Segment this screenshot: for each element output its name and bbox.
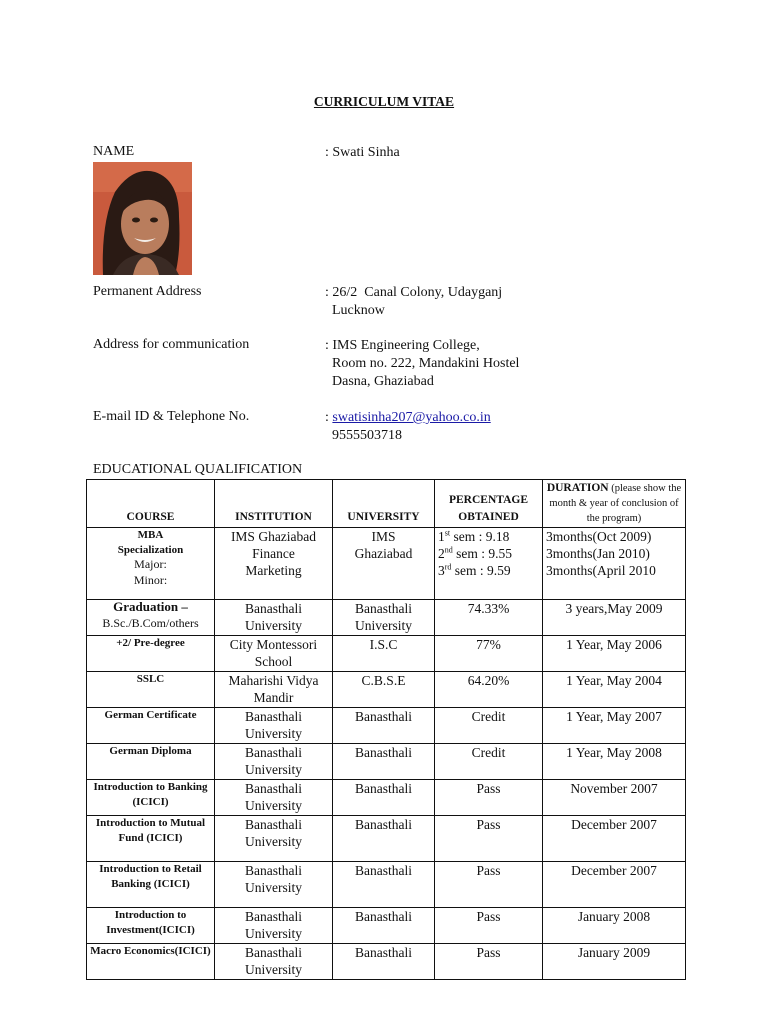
table-row xyxy=(87,816,686,862)
institution-cell: Banasthali University xyxy=(215,908,333,944)
header-duration-title: DURATION xyxy=(546,482,609,494)
mba-course-cell xyxy=(87,528,215,600)
course-name: Macro Economics(ICICI) xyxy=(90,945,211,957)
name-label: NAME xyxy=(93,144,135,159)
table-row xyxy=(87,636,686,672)
header-institution: INSTITUTION xyxy=(215,480,333,528)
course-name: Introduction to Retail Banking (ICICI) xyxy=(99,863,202,890)
header-percentage-line-2: OBTAINED xyxy=(458,511,519,523)
sem1-suffix: st xyxy=(444,528,451,538)
mba-major: Finance xyxy=(252,546,295,561)
qualification-table xyxy=(86,479,686,980)
header-university: UNIVERSITY xyxy=(333,480,435,528)
mba-university-line-1: IMS xyxy=(371,529,396,544)
course-cell xyxy=(87,636,215,672)
university-cell: Banasthali xyxy=(333,908,435,944)
percentage-cell: 74.33% xyxy=(435,600,543,636)
header-duration xyxy=(543,480,686,528)
course-name: German Certificate xyxy=(104,709,197,721)
table-row-mba xyxy=(87,528,686,600)
course-name: Introduction to Investment(ICICI) xyxy=(106,909,195,936)
course-cell xyxy=(87,816,215,862)
table-row xyxy=(87,944,686,980)
course-name: German Diploma xyxy=(109,745,192,757)
university-cell: Banasthali xyxy=(333,780,435,816)
university-cell: Banasthali xyxy=(333,944,435,980)
course-cell xyxy=(87,672,215,708)
mba-university-line-2: Ghaziabad xyxy=(354,546,413,561)
mba-percentage-cell xyxy=(435,528,543,600)
duration-cell: 1 Year, May 2006 xyxy=(543,636,686,672)
duration-cell: November 2007 xyxy=(543,780,686,816)
duration-cell: December 2007 xyxy=(543,862,686,908)
sem3-num: 3 xyxy=(438,563,445,578)
university-cell: Banasthali xyxy=(333,862,435,908)
university-cell: Banasthali University xyxy=(333,600,435,636)
mba-minor-label: Minor: xyxy=(133,572,168,587)
email-colon: : xyxy=(325,410,333,425)
duration-cell: 1 Year, May 2007 xyxy=(543,708,686,744)
portrait-image xyxy=(93,162,192,275)
educational-qualification-heading: EDUCATIONAL QUALIFICATION xyxy=(93,462,303,477)
institution-cell: Maharishi Vidya Mandir xyxy=(215,672,333,708)
email-link[interactable]: swatisinha207@yahoo.co.in xyxy=(332,410,491,425)
sem1-value: sem : 9.18 xyxy=(450,529,510,544)
table-row xyxy=(87,908,686,944)
table-row xyxy=(87,862,686,908)
percentage-cell: Pass xyxy=(435,816,543,862)
header-duration-note: (please show the month & year of conclusion of the program) xyxy=(549,483,682,524)
duration-cell: January 2009 xyxy=(543,944,686,980)
table-row xyxy=(87,600,686,636)
profile-photo xyxy=(93,162,192,275)
mba-duration-1: 3months(Oct 2009) xyxy=(546,529,652,544)
course-name: Introduction to Mutual Fund (ICICI) xyxy=(95,817,206,844)
mba-institution: IMS Ghaziabad xyxy=(230,529,317,544)
communication-address-line-3: Dasna, Ghaziabad xyxy=(325,374,434,389)
duration-cell: 1 Year, May 2008 xyxy=(543,744,686,780)
course-name: SSLC xyxy=(136,673,165,685)
course-cell xyxy=(87,862,215,908)
course-name: +2/ Pre-degree xyxy=(116,637,185,649)
table-row xyxy=(87,780,686,816)
mba-course-title: MBA xyxy=(137,529,164,541)
mba-minor: Marketing xyxy=(245,563,302,578)
sem1-num: 1 xyxy=(438,529,445,544)
mba-duration-3: 3months(April 2010 xyxy=(546,563,656,578)
duration-cell: December 2007 xyxy=(543,816,686,862)
mba-major-label: Major: xyxy=(134,557,167,571)
mba-duration-2: 3months(Jan 2010) xyxy=(546,546,650,561)
percentage-cell: Pass xyxy=(435,780,543,816)
sem3-value: sem : 9.59 xyxy=(451,563,511,578)
mba-institution-cell xyxy=(215,528,333,600)
sem2-num: 2 xyxy=(438,546,445,561)
header-percentage-line-1: PERCENTAGE xyxy=(448,494,529,506)
course-cell xyxy=(87,908,215,944)
table-header-row xyxy=(87,480,686,528)
university-cell: Banasthali xyxy=(333,816,435,862)
document-title: CURRICULUM VITAE xyxy=(313,94,455,109)
duration-cell: 3 years,May 2009 xyxy=(543,600,686,636)
communication-address-line-1: : IMS Engineering College, xyxy=(325,338,480,353)
course-name: Introduction to Banking (ICICI) xyxy=(93,781,208,808)
course-subtitle: B.Sc./B.Com/others xyxy=(102,615,199,630)
institution-cell: Banasthali University xyxy=(215,600,333,636)
university-cell: Banasthali xyxy=(333,708,435,744)
institution-cell: Banasthali University xyxy=(215,862,333,908)
course-cell xyxy=(87,780,215,816)
institution-cell: Banasthali University xyxy=(215,944,333,980)
institution-cell: Banasthali University xyxy=(215,780,333,816)
university-cell: C.B.S.E xyxy=(333,672,435,708)
percentage-cell: Pass xyxy=(435,908,543,944)
percentage-cell: Pass xyxy=(435,862,543,908)
mba-duration-cell xyxy=(543,528,686,600)
course-cell xyxy=(87,708,215,744)
contact-label: E-mail ID & Telephone No. xyxy=(93,409,250,424)
course-cell xyxy=(87,944,215,980)
sem2-suffix: nd xyxy=(444,545,453,555)
course-name: Graduation – xyxy=(113,599,188,614)
institution-cell: Banasthali University xyxy=(215,744,333,780)
course-cell xyxy=(87,600,215,636)
mba-university-cell xyxy=(333,528,435,600)
communication-address-label: Address for communication xyxy=(93,337,250,352)
permanent-address-line-1: : 26/2 Canal Colony, Udayganj xyxy=(325,285,503,300)
communication-address-line-2: Room no. 222, Mandakini Hostel xyxy=(325,356,520,371)
institution-cell: City Montessori School xyxy=(215,636,333,672)
table-row xyxy=(87,672,686,708)
permanent-address-label: Permanent Address xyxy=(93,284,202,299)
duration-cell: January 2008 xyxy=(543,908,686,944)
table-row xyxy=(87,744,686,780)
email-line xyxy=(325,409,491,427)
percentage-cell: 77% xyxy=(435,636,543,672)
duration-cell: 1 Year, May 2004 xyxy=(543,672,686,708)
sem3-suffix: rd xyxy=(444,562,452,572)
institution-cell: Banasthali University xyxy=(215,708,333,744)
permanent-address-line-2: Lucknow xyxy=(325,303,385,318)
percentage-cell: Credit xyxy=(435,708,543,744)
institution-cell: Banasthali University xyxy=(215,816,333,862)
mba-specialization: Specialization xyxy=(117,543,184,556)
phone-number: 9555503718 xyxy=(325,428,402,443)
percentage-cell: Credit xyxy=(435,744,543,780)
university-cell: I.S.C xyxy=(333,636,435,672)
percentage-cell: 64.20% xyxy=(435,672,543,708)
header-course: COURSE xyxy=(87,480,215,528)
university-cell: Banasthali xyxy=(333,744,435,780)
sem2-value: sem : 9.55 xyxy=(452,546,512,561)
table-row xyxy=(87,708,686,744)
course-cell xyxy=(87,744,215,780)
header-percentage xyxy=(435,480,543,528)
percentage-cell: Pass xyxy=(435,944,543,980)
name-value: : Swati Sinha xyxy=(325,145,400,160)
